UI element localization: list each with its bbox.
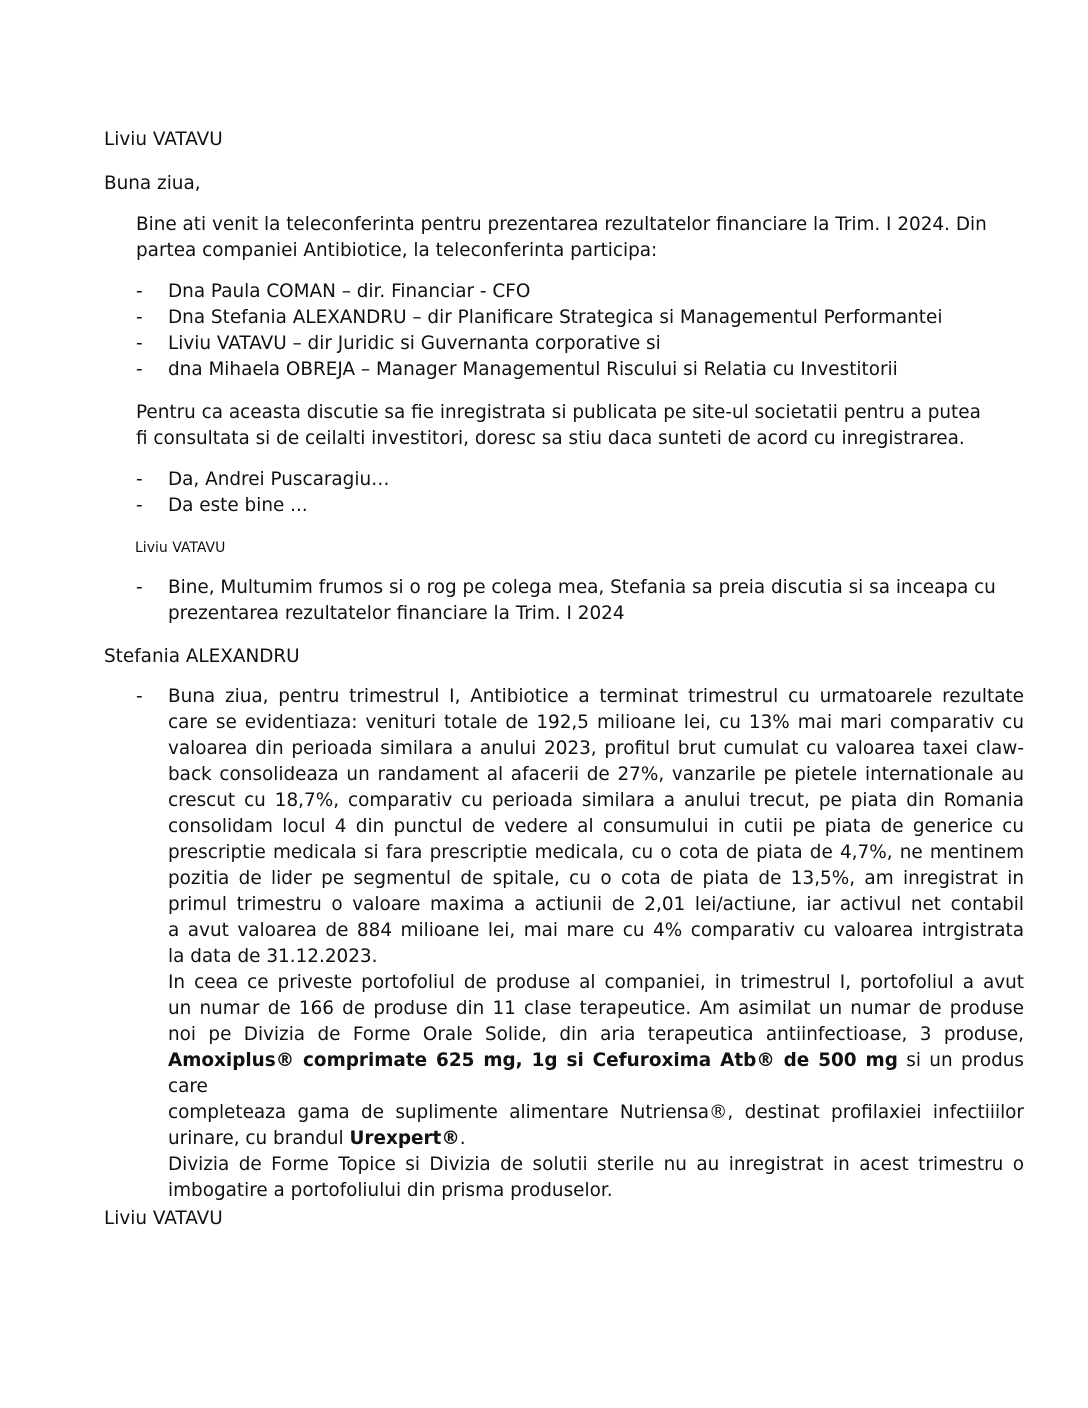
- intro-line: Bine ati venit la teleconferinta pentru prezentarea rezultatelor financiare la Trim. I 2024. Din: [136, 214, 987, 235]
- consent-paragraph: [136, 400, 1026, 452]
- greeting: Buna ziua,: [104, 173, 201, 194]
- answer-text: Da, Andrei Puscaragiu…: [168, 469, 390, 490]
- consent-line: fi consultata si de ceilalti investitori, doresc sa stiu daca sunteti de acord cu inregistrarea.: [136, 428, 965, 449]
- bullet-dash: -: [136, 281, 143, 302]
- consent-line: Pentru ca aceasta discutie sa fie inregistrata si publicata pe site-ul societatii pentru a putea: [136, 402, 981, 423]
- results-line: crescut cu 18,7%, comparativ cu perioada similara a anului trecut, pe piata din Romania: [168, 790, 1024, 811]
- bullet-dash: -: [136, 469, 143, 490]
- bullet-dash: -: [136, 686, 143, 707]
- bullet-dash: -: [136, 359, 143, 380]
- speaker-name: Stefania ALEXANDRU: [104, 646, 300, 667]
- participant-text: Liviu VATAVU – dir Juridic si Guvernanta corporative si: [168, 333, 661, 354]
- results-line: a avut valoarea de 884 milioane lei, mai mare cu 4% comparativ cu valoarea intrgistrata: [168, 920, 1024, 941]
- brand-name: Urexpert®: [349, 1128, 460, 1149]
- handover-text: [168, 575, 1024, 627]
- portfolio-text: .: [459, 1128, 466, 1149]
- product-names: Amoxiplus® comprimate 625 mg, 1g si Cefuroxima Atb® de 500 mg: [168, 1050, 898, 1071]
- results-text: [168, 684, 1024, 1204]
- results-line: back consolideaza un randament al afacerii de 27%, vanzarile pe pietele internationale au: [168, 764, 1024, 785]
- speaker-name: Liviu VATAVU: [104, 129, 223, 150]
- intro-paragraph: [136, 212, 1026, 264]
- results-line: prescriptie medicala si fara prescriptie medicala, cu o cota de piata de 4,7%, ne mentinem: [168, 842, 1024, 863]
- results-line: pozitia de lider pe segmentul de spitale, cu o cota de piata de 13,5%, am inregistrat in: [168, 868, 1024, 889]
- handover-line: Bine, Multumim frumos si o rog pe colega mea, Stefania sa preia discutia si sa inceapa cu: [168, 577, 996, 598]
- portfolio-line: [168, 1048, 1024, 1100]
- results-line: valoarea din perioada similara a anului 2023, profitul brut cumulat cu valoarea taxei claw-: [168, 738, 1024, 759]
- results-line: care se evidentiaza: venituri totale de 192,5 milioane lei, cu 13% mai mari comparativ cu: [168, 712, 1024, 733]
- results-line: primul trimestru o valoare maxima a actiunii de 2,01 lei/actiune, iar activul net contabil: [168, 894, 1024, 915]
- portfolio-text: urinare, cu brandul: [168, 1128, 350, 1149]
- portfolio-line: [168, 1126, 1024, 1152]
- topical-line: Divizia de Forme Topice si Divizia de solutii sterile nu au inregistrat in acest trimestru o: [168, 1154, 1024, 1175]
- handover-line: prezentarea rezultatelor financiare la Trim. I 2024: [168, 603, 625, 624]
- bullet-dash: -: [136, 577, 143, 598]
- answer-text: Da este bine ...: [168, 495, 308, 516]
- bullet-dash: -: [136, 495, 143, 516]
- participant-text: Dna Paula COMAN – dir. Financiar - CFO: [168, 281, 531, 302]
- speaker-name: Liviu VATAVU: [135, 540, 226, 556]
- results-line: la data de 31.12.2023.: [168, 946, 378, 967]
- portfolio-line: un numar de 166 de produse din 11 clase terapeutice. Am asimilat un numar de produse: [168, 998, 1024, 1019]
- portfolio-line: noi pe Divizia de Forme Orale Solide, din aria terapeutica antiinfectioase, 3 produse,: [168, 1024, 1024, 1045]
- portfolio-text: si un produs care: [168, 1050, 1024, 1097]
- results-line: consolidam locul 4 din punctul de vedere al consumului in cutii pe piata de generice cu: [168, 816, 1024, 837]
- topical-line: imbogatire a portofoliului din prisma produselor.: [168, 1180, 613, 1201]
- participant-text: Dna Stefania ALEXANDRU – dir Planificare Strategica si Managementul Performantei: [168, 307, 943, 328]
- participant-text: dna Mihaela OBREJA – Manager Managementul Riscului si Relatia cu Investitorii: [168, 359, 898, 380]
- intro-line: partea companiei Antibiotice, la teleconferinta participa:: [136, 240, 658, 261]
- portfolio-line: completeaza gama de suplimente alimentare Nutriensa®, destinat profilaxiei infectiiilor: [168, 1102, 1024, 1123]
- speaker-name: Liviu VATAVU: [104, 1208, 223, 1229]
- portfolio-line: In ceea ce priveste portofoliul de produse al companiei, in trimestrul I, portofoliul a avut: [168, 972, 1024, 993]
- bullet-dash: -: [136, 307, 143, 328]
- results-line: Buna ziua, pentru trimestrul I, Antibiotice a terminat trimestrul cu urmatoarele rezultate: [168, 686, 1024, 707]
- bullet-dash: -: [136, 333, 143, 354]
